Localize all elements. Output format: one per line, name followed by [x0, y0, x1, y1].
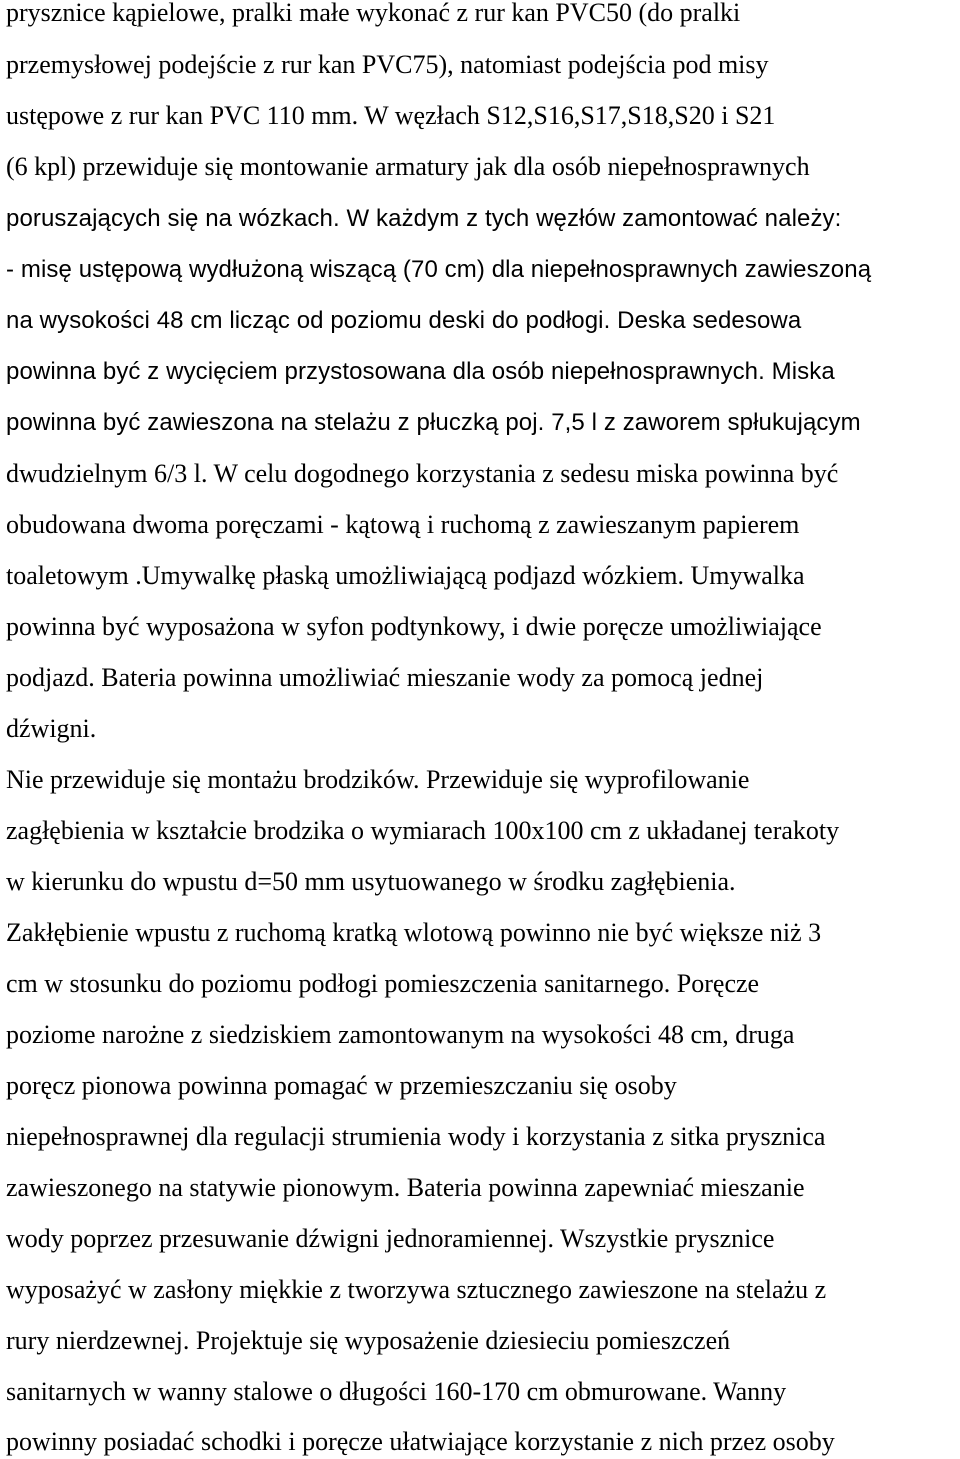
text-line-27: rury nierdzewnej. Projektuje się wyposażenie dziesieciu pomieszczeń	[6, 1326, 731, 1355]
text-line-20: cm w stosunku do poziomu podłogi pomieszczenia sanitarnego. Poręcze	[6, 969, 760, 998]
text-line-7: na wysokości 48 cm licząc od poziomu deski do podłogi. Deska sedesowa	[6, 307, 802, 334]
text-line-21: poziome narożne z siedziskiem zamontowanym na wysokości 48 cm, druga	[6, 1020, 795, 1049]
text-line-19: Zakłębienie wpustu z ruchomą kratką wlotową powinno nie być większe niż 3	[6, 918, 822, 947]
text-line-24: zawieszonego na statywie pionowym. Bateria powinna zapewniać mieszanie	[6, 1173, 805, 1202]
text-line-3: ustępowe z rur kan PVC 110 mm. W węzłach S12,S16,S17,S18,S20 i S21	[6, 101, 776, 130]
text-line-29: powinny posiadać schodki i poręcze ułatwiające korzystanie z nich przez osoby	[6, 1427, 835, 1456]
text-line-9: powinna być zawieszona na stelażu z płuczką poj. 7,5 l z zaworem spłukującym	[6, 409, 861, 436]
text-line-2: przemysłowej podejście z rur kan PVC75), natomiast podejścia pod misy	[6, 50, 769, 79]
text-line-22: poręcz pionowa powinna pomagać w przemieszczaniu się osoby	[6, 1071, 677, 1100]
text-line-15: dźwigni.	[6, 714, 97, 743]
text-line-25: wody poprzez przesuwanie dźwigni jednoramiennej. Wszystkie prysznice	[6, 1224, 775, 1253]
text-line-17: zagłębienia w kształcie brodzika o wymiarach 100x100 cm z układanej terakoty	[6, 816, 840, 845]
text-line-1: prysznice kąpielowe, pralki małe wykonać z rur kan PVC50 (do pralki	[6, 0, 741, 27]
text-line-6: - misę ustępową wydłużoną wiszącą (70 cm) dla niepełnosprawnych zawieszoną	[6, 256, 872, 283]
text-line-13: powinna być wyposażona w syfon podtynkowy, i dwie poręcze umożliwiające	[6, 612, 822, 641]
text-line-4: (6 kpl) przewiduje się montowanie armatury jak dla osób niepełnosprawnych	[6, 152, 810, 181]
text-line-23: niepełnosprawnej dla regulacji strumienia wody i korzystania z sitka prysznica	[6, 1122, 826, 1151]
text-line-11: obudowana dwoma poręczami - kątową i ruchomą z zawieszanym papierem	[6, 510, 800, 539]
text-line-18: w kierunku do wpustu d=50 mm usytuowanego w środku zagłębienia.	[6, 867, 736, 896]
text-line-10: dwudzielnym 6/3 l. W celu dogodnego korzystania z sedesu miska powinna być	[6, 459, 839, 488]
text-line-28: sanitarnych w wanny stalowe o długości 160-170 cm obmurowane. Wanny	[6, 1377, 787, 1406]
text-line-26: wyposażyć w zasłony miękkie z tworzywa sztucznego zawieszone na stelażu z	[6, 1275, 827, 1304]
text-line-8: powinna być z wycięciem przystosowana dla osób niepełnosprawnych. Miska	[6, 358, 835, 385]
text-line-16: Nie przewiduje się montażu brodzików. Przewiduje się wyprofilowanie	[6, 765, 750, 794]
text-line-14: podjazd. Bateria powinna umożliwiać mieszanie wody za pomocą jednej	[6, 663, 764, 692]
text-line-12: toaletowym .Umywalkę płaską umożliwiającą podjazd wózkiem. Umywalka	[6, 561, 805, 590]
text-line-5: poruszających się na wózkach. W każdym z tych węzłów zamontować należy:	[6, 205, 842, 232]
